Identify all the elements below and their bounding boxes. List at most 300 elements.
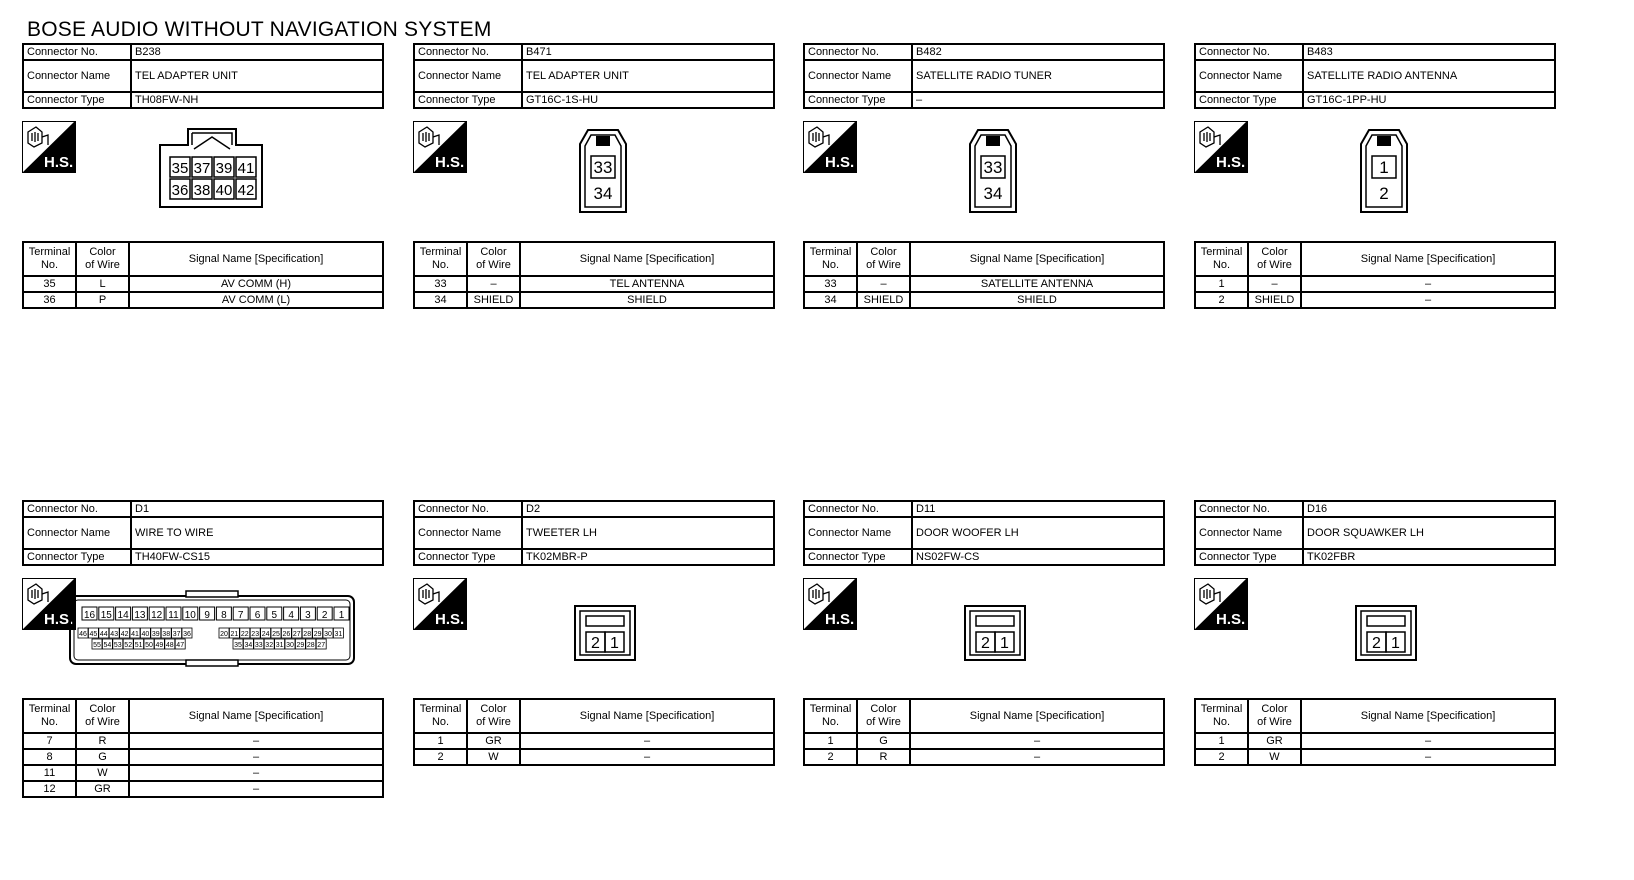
hs-badge-text: H.S.: [44, 154, 74, 171]
wire-color-cell: G: [76, 749, 129, 765]
pin-number: 39: [151, 631, 160, 638]
terminal-no-cell: 1: [1195, 276, 1248, 292]
connector-no-label: Connector No.: [1195, 501, 1303, 517]
color-header-line2: of Wire: [85, 716, 120, 728]
connector-block-d2: [413, 500, 775, 766]
table-row: [23, 292, 383, 308]
connector-no-value: B483: [1303, 44, 1555, 60]
pin-number: 35: [171, 160, 189, 177]
terminal-header-line2: No.: [1212, 716, 1231, 728]
pin-number: 36: [171, 182, 189, 199]
connector-type-label: Connector Type: [414, 92, 522, 108]
wire-color-cell: R: [76, 733, 129, 749]
terminal-header-line1: Terminal: [419, 246, 462, 258]
signal-name-cell: AV COMM (L): [129, 292, 383, 308]
connector-no-label: Connector No.: [1195, 44, 1303, 60]
pin-number: 28: [303, 631, 312, 638]
terminal-no-cell: 36: [23, 292, 76, 308]
pin-number: 9: [204, 610, 210, 621]
wire-color-cell: SHIELD: [1248, 292, 1301, 308]
connector-face-2pin: [573, 604, 637, 662]
hs-badge-text: H.S.: [44, 611, 74, 628]
pin-number: 51: [134, 642, 143, 649]
connector-no-value: D16: [1303, 501, 1555, 517]
pin-number: 20: [220, 631, 228, 638]
pin-number: 41: [237, 160, 255, 177]
color-header-line1: Color: [480, 703, 507, 715]
connector-no-value: B482: [912, 44, 1164, 60]
connector-name-label: Connector Name: [23, 517, 131, 549]
color-of-wire-header: [467, 242, 520, 276]
connector-header-table: [803, 43, 1165, 109]
table-row: [1195, 276, 1555, 292]
harness-side-icon: [413, 578, 467, 630]
color-header-line2: of Wire: [476, 259, 511, 271]
pin-number: 1: [1391, 635, 1400, 652]
signal-name-cell: SHIELD: [910, 292, 1164, 308]
terminal-table: [803, 698, 1165, 766]
terminal-header-line1: Terminal: [1200, 703, 1243, 715]
connector-name-label: Connector Name: [414, 60, 522, 92]
color-header-line2: of Wire: [866, 716, 901, 728]
connector-face-coax: [968, 128, 1018, 214]
pin-number: 29: [296, 642, 305, 649]
pin-number: 12: [151, 610, 163, 621]
terminal-no-header: [1195, 242, 1248, 276]
wire-color-cell: R: [857, 749, 910, 765]
terminal-header-line1: Terminal: [1200, 246, 1243, 258]
wire-color-cell: GR: [76, 781, 129, 797]
hs-badge-text: H.S.: [435, 154, 465, 171]
color-of-wire-header: [76, 242, 129, 276]
terminal-header-line1: Terminal: [28, 703, 71, 715]
connector-header-table: [803, 500, 1165, 566]
pin-number: 46: [79, 631, 87, 638]
connector-type-label: Connector Type: [1195, 549, 1303, 565]
signal-name-header: Signal Name [Specification]: [520, 699, 774, 733]
connector-no-value: D2: [522, 501, 774, 517]
table-row: [23, 733, 383, 749]
table-row: [1195, 292, 1555, 308]
harness-side-icon: [1194, 578, 1248, 630]
pin-number: 37: [193, 160, 211, 177]
connector-type-value: TH40FW-CS15: [131, 549, 383, 565]
connector-name-value: TWEETER LH: [522, 517, 774, 549]
terminal-header-line2: No.: [431, 259, 450, 271]
connector-block-d1: [22, 500, 384, 798]
pin-number: 33: [254, 642, 263, 649]
terminal-no-cell: 12: [23, 781, 76, 797]
table-row: [1195, 749, 1555, 765]
connector-type-value: TK02MBR-P: [522, 549, 774, 565]
color-header-line2: of Wire: [476, 716, 511, 728]
harness-side-icon: [803, 578, 857, 630]
pin-number: 21: [230, 631, 239, 638]
connector-type-label: Connector Type: [804, 549, 912, 565]
pin-number: 37: [172, 631, 181, 638]
terminal-no-cell: 11: [23, 765, 76, 781]
connector-name-value: SATELLITE RADIO TUNER: [912, 60, 1164, 92]
terminal-header-line1: Terminal: [809, 246, 852, 258]
pin-number: 6: [254, 610, 261, 621]
signal-name-cell: AV COMM (H): [129, 276, 383, 292]
color-header-line1: Color: [870, 703, 897, 715]
hs-badge-text: H.S.: [825, 611, 855, 628]
pin-number: 31: [275, 642, 284, 649]
terminal-table: [413, 241, 775, 309]
signal-name-header: Signal Name [Specification]: [129, 699, 383, 733]
connector-no-value: D1: [131, 501, 383, 517]
connector-name-value: TEL ADAPTER UNIT: [522, 60, 774, 92]
color-of-wire-header: [857, 242, 910, 276]
signal-name-cell: –: [1301, 733, 1555, 749]
wire-color-cell: –: [1248, 276, 1301, 292]
connector-header-table: [22, 500, 384, 566]
pin-number: 14: [117, 610, 129, 621]
color-header-line2: of Wire: [85, 259, 120, 271]
terminal-no-cell: 33: [804, 276, 857, 292]
pin-number: 2: [591, 635, 600, 652]
color-header-line2: of Wire: [866, 259, 901, 271]
table-row: [23, 765, 383, 781]
pin-number: 33: [593, 158, 613, 177]
connector-header-table: [413, 500, 775, 566]
pin-number: 54: [103, 642, 112, 649]
connector-name-label: Connector Name: [414, 517, 522, 549]
pin-number: 31: [334, 631, 343, 638]
color-header-line2: of Wire: [1257, 259, 1292, 271]
connector-name-value: DOOR WOOFER LH: [912, 517, 1164, 549]
terminal-no-cell: 34: [804, 292, 857, 308]
color-of-wire-header: [76, 699, 129, 733]
terminal-header-line2: No.: [821, 259, 840, 271]
pin-number: 25: [272, 631, 280, 638]
connector-type-label: Connector Type: [804, 92, 912, 108]
pin-number: 7: [237, 610, 244, 621]
terminal-no-cell: 33: [414, 276, 467, 292]
color-header-line1: Color: [89, 246, 116, 258]
connector-diagram: [22, 109, 384, 241]
pin-number: 38: [162, 631, 171, 638]
connector-face-2pin: [963, 604, 1027, 662]
connector-header-table: [22, 43, 384, 109]
terminal-table: [22, 698, 384, 798]
hs-badge-text: H.S.: [1216, 611, 1246, 628]
terminal-no-cell: 7: [23, 733, 76, 749]
connector-face-8pin: [156, 127, 268, 213]
signal-name-header: Signal Name [Specification]: [129, 242, 383, 276]
signal-name-cell: –: [129, 765, 383, 781]
signal-name-header: Signal Name [Specification]: [1301, 242, 1555, 276]
signal-name-cell: –: [1301, 749, 1555, 765]
pin-number: 8: [221, 610, 227, 621]
signal-name-header: Signal Name [Specification]: [1301, 699, 1555, 733]
signal-name-cell: TEL ANTENNA: [520, 276, 774, 292]
wire-color-cell: P: [76, 292, 129, 308]
connector-no-value: D11: [912, 501, 1164, 517]
signal-name-cell: SATELLITE ANTENNA: [910, 276, 1164, 292]
connector-name-value: TEL ADAPTER UNIT: [131, 60, 383, 92]
connector-name-label: Connector Name: [804, 517, 912, 549]
connector-no-label: Connector No.: [414, 501, 522, 517]
color-header-line1: Color: [89, 703, 116, 715]
pin-number: 36: [183, 631, 191, 638]
signal-name-cell: –: [129, 733, 383, 749]
signal-name-cell: –: [129, 781, 383, 797]
signal-name-cell: –: [1301, 292, 1555, 308]
terminal-no-cell: 35: [23, 276, 76, 292]
pin-number: 28: [306, 642, 315, 649]
terminal-no-cell: 2: [1195, 749, 1248, 765]
signal-name-header: Signal Name [Specification]: [910, 242, 1164, 276]
connector-face-coax: [1359, 128, 1409, 214]
table-row: [23, 276, 383, 292]
terminal-header-line2: No.: [821, 716, 840, 728]
connector-diagram: [1194, 566, 1556, 698]
pin-number: 2: [321, 610, 328, 621]
harness-side-icon: [413, 121, 467, 173]
terminal-no-header: [414, 242, 467, 276]
signal-name-header: Signal Name [Specification]: [910, 699, 1164, 733]
harness-side-icon: [22, 121, 76, 173]
wire-color-cell: SHIELD: [857, 292, 910, 308]
wire-color-cell: GR: [1248, 733, 1301, 749]
pin-number: 41: [131, 631, 139, 638]
connector-name-label: Connector Name: [23, 60, 131, 92]
connector-no-label: Connector No.: [23, 501, 131, 517]
terminal-header-line1: Terminal: [28, 246, 71, 258]
pin-number: 38: [193, 182, 211, 199]
pin-number: 30: [286, 642, 294, 649]
table-row: [414, 276, 774, 292]
terminal-header-line2: No.: [40, 716, 59, 728]
connector-type-label: Connector Type: [23, 92, 131, 108]
pin-number: 2: [1379, 184, 1389, 203]
pin-number: 42: [237, 182, 255, 199]
table-row: [23, 781, 383, 797]
wire-color-cell: W: [467, 749, 520, 765]
pin-number: 13: [134, 610, 146, 621]
pin-number: 44: [99, 631, 108, 638]
hs-badge-text: H.S.: [1216, 154, 1246, 171]
color-of-wire-header: [467, 699, 520, 733]
pin-number: 35: [234, 642, 242, 649]
wire-color-cell: L: [76, 276, 129, 292]
connector-diagram: [803, 566, 1165, 698]
pin-number: 42: [120, 631, 129, 638]
table-row: [804, 733, 1164, 749]
connector-header-table: [1194, 500, 1556, 566]
connector-type-value: NS02FW-CS: [912, 549, 1164, 565]
pin-number: 2: [981, 635, 990, 652]
connector-header-table: [413, 43, 775, 109]
connector-name-label: Connector Name: [1195, 60, 1303, 92]
connector-name-value: SATELLITE RADIO ANTENNA: [1303, 60, 1555, 92]
terminal-no-cell: 34: [414, 292, 467, 308]
signal-name-cell: –: [1301, 276, 1555, 292]
terminal-no-header: [23, 242, 76, 276]
wire-color-cell: G: [857, 733, 910, 749]
pin-number: 11: [168, 610, 179, 621]
connector-type-label: Connector Type: [23, 549, 131, 565]
table-row: [804, 292, 1164, 308]
signal-name-cell: –: [520, 733, 774, 749]
pin-number: 30: [324, 631, 332, 638]
connector-name-value: WIRE TO WIRE: [131, 517, 383, 549]
connector-diagram: [22, 566, 384, 698]
connector-type-value: GT16C-1S-HU: [522, 92, 774, 108]
pin-number: 2: [1372, 635, 1381, 652]
table-row: [414, 292, 774, 308]
harness-side-icon: [803, 121, 857, 173]
pin-number: 33: [983, 158, 1003, 177]
terminal-no-cell: 1: [414, 733, 467, 749]
connector-diagram: [413, 566, 775, 698]
pin-number: 29: [313, 631, 322, 638]
signal-name-cell: –: [910, 733, 1164, 749]
pin-number: 16: [83, 610, 96, 621]
terminal-no-cell: 1: [804, 733, 857, 749]
terminal-no-header: [414, 699, 467, 733]
connector-diagram: [803, 109, 1165, 241]
wire-color-cell: –: [857, 276, 910, 292]
wire-color-cell: SHIELD: [467, 292, 520, 308]
connector-no-value: B238: [131, 44, 383, 60]
terminal-header-line1: Terminal: [809, 703, 852, 715]
color-of-wire-header: [1248, 242, 1301, 276]
connector-block-b238: [22, 43, 384, 309]
wire-color-cell: W: [1248, 749, 1301, 765]
connector-block-b483: [1194, 43, 1556, 309]
pin-number: 53: [113, 642, 122, 649]
connector-face-2pin: [1354, 604, 1418, 662]
pin-number: 40: [215, 182, 233, 199]
color-header-line1: Color: [870, 246, 897, 258]
pin-number: 50: [145, 642, 153, 649]
pin-number: 39: [215, 160, 233, 177]
color-of-wire-header: [1248, 699, 1301, 733]
color-header-line1: Color: [1261, 703, 1288, 715]
connector-type-label: Connector Type: [1195, 92, 1303, 108]
terminal-table: [1194, 698, 1556, 766]
table-row: [804, 276, 1164, 292]
pin-number: 48: [165, 642, 174, 649]
signal-name-cell: SHIELD: [520, 292, 774, 308]
terminal-no-cell: 1: [1195, 733, 1248, 749]
table-row: [23, 749, 383, 765]
pin-number: 22: [240, 631, 249, 638]
pin-number: 32: [265, 642, 274, 649]
terminal-header-line2: No.: [40, 259, 59, 271]
connector-header-table: [1194, 43, 1556, 109]
table-row: [804, 749, 1164, 765]
terminal-no-header: [1195, 699, 1248, 733]
color-of-wire-header: [857, 699, 910, 733]
connector-block-d11: [803, 500, 1165, 766]
pin-number: 47: [176, 642, 185, 649]
pin-number: 5: [271, 610, 278, 621]
connector-no-value: B471: [522, 44, 774, 60]
terminal-table: [22, 241, 384, 309]
pin-number: 26: [282, 631, 291, 638]
pin-number: 40: [141, 631, 150, 638]
pin-number: 15: [100, 610, 112, 621]
pin-number: 49: [155, 642, 164, 649]
wire-color-cell: –: [467, 276, 520, 292]
signal-name-cell: –: [910, 749, 1164, 765]
terminal-header-line1: Terminal: [419, 703, 462, 715]
hs-badge-text: H.S.: [825, 154, 855, 171]
pin-number: 1: [338, 610, 345, 621]
terminal-no-cell: 2: [414, 749, 467, 765]
terminal-table: [803, 241, 1165, 309]
color-header-line2: of Wire: [1257, 716, 1292, 728]
terminal-no-header: [804, 242, 857, 276]
hs-badge-text: H.S.: [435, 611, 465, 628]
wire-color-cell: GR: [467, 733, 520, 749]
terminal-table: [1194, 241, 1556, 309]
connector-type-value: GT16C-1PP-HU: [1303, 92, 1555, 108]
connector-type-value: TK02FBR: [1303, 549, 1555, 565]
table-row: [414, 733, 774, 749]
terminal-no-cell: 2: [804, 749, 857, 765]
signal-name-header: Signal Name [Specification]: [520, 242, 774, 276]
pin-number: 27: [317, 642, 326, 649]
pin-number: 34: [983, 184, 1003, 203]
signal-name-cell: –: [520, 749, 774, 765]
connector-name-label: Connector Name: [1195, 517, 1303, 549]
pin-number: 27: [292, 631, 301, 638]
terminal-header-line2: No.: [431, 716, 450, 728]
terminal-no-cell: 8: [23, 749, 76, 765]
pin-number: 34: [244, 642, 253, 649]
connector-block-b471: [413, 43, 775, 309]
page-title: BOSE AUDIO WITHOUT NAVIGATION SYSTEM: [27, 18, 492, 41]
pin-number: 3: [305, 610, 311, 621]
pin-number: 1: [1379, 158, 1389, 177]
pin-number: 23: [251, 631, 260, 638]
signal-name-cell: –: [129, 749, 383, 765]
pin-number: 52: [124, 642, 133, 649]
color-header-line1: Color: [1261, 246, 1288, 258]
terminal-no-header: [23, 699, 76, 733]
connector-name-value: DOOR SQUAWKER LH: [1303, 517, 1555, 549]
pin-number: 55: [93, 642, 101, 649]
table-row: [414, 749, 774, 765]
harness-side-icon: [1194, 121, 1248, 173]
terminal-table: [413, 698, 775, 766]
connector-no-label: Connector No.: [804, 44, 912, 60]
connector-block-d16: [1194, 500, 1556, 766]
connector-diagram: [1194, 109, 1556, 241]
connector-face-coax: [578, 128, 628, 214]
connector-no-label: Connector No.: [804, 501, 912, 517]
pin-number: 45: [89, 631, 98, 638]
pin-number: 24: [261, 631, 270, 638]
connector-face-40pin: [68, 590, 358, 668]
wire-color-cell: W: [76, 765, 129, 781]
pin-number: 43: [110, 631, 119, 638]
pin-number: 4: [288, 610, 294, 621]
connector-name-label: Connector Name: [804, 60, 912, 92]
terminal-no-cell: 2: [1195, 292, 1248, 308]
connector-type-value: –: [912, 92, 1164, 108]
connector-block-b482: [803, 43, 1165, 309]
connector-type-label: Connector Type: [414, 549, 522, 565]
pin-number: 10: [184, 610, 196, 621]
pin-number: 1: [1000, 635, 1009, 652]
connector-no-label: Connector No.: [23, 44, 131, 60]
